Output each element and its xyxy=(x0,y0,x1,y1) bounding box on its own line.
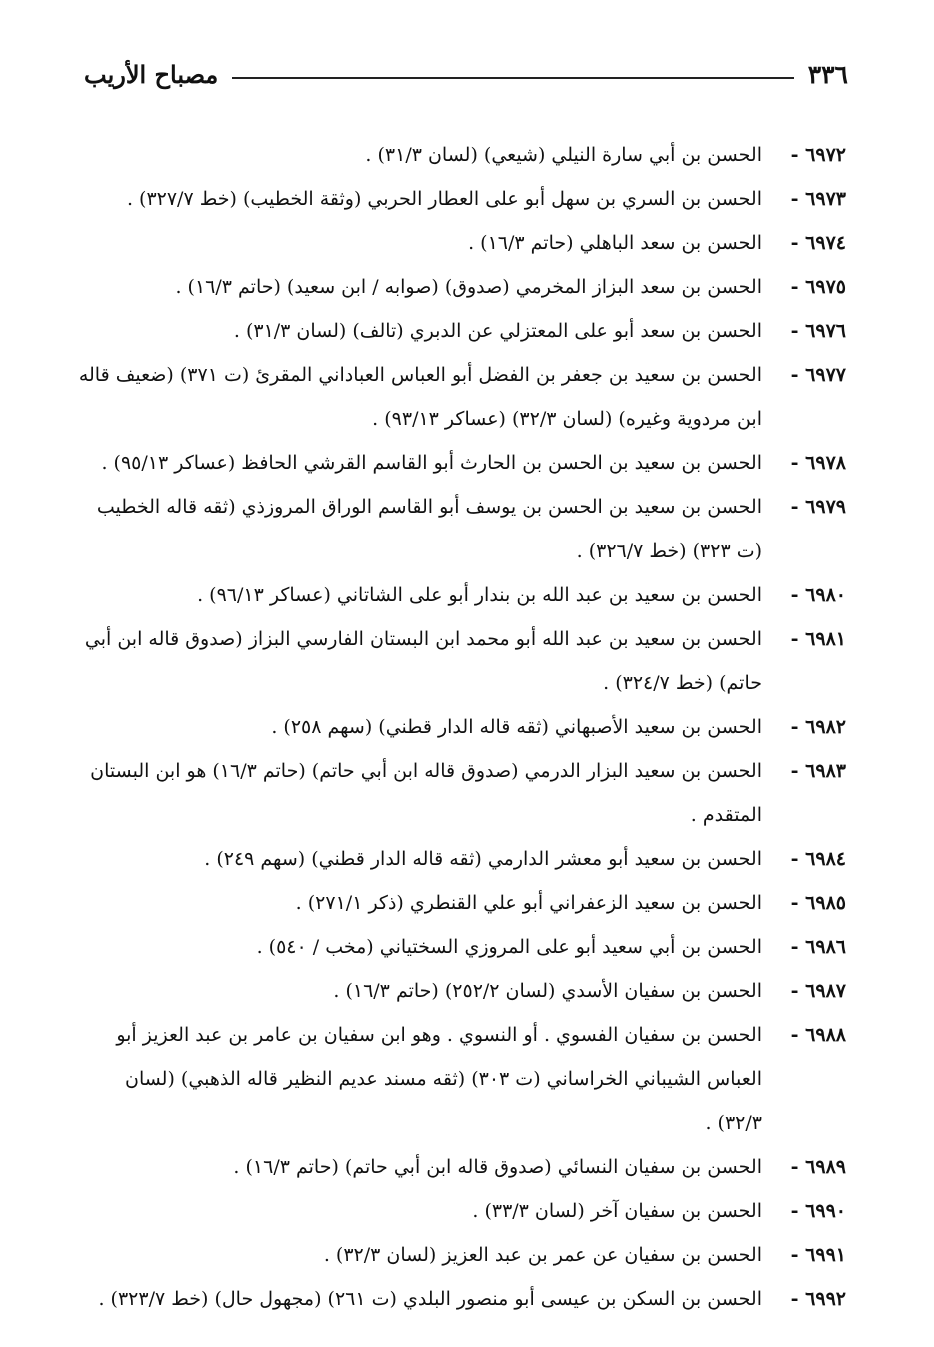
entry-text: الحسن بن سعيد البزار الدرمي (صدوق قاله ابن أبي حاتم) (حاتم ١٦/٣) هو ابن البستان المتقدم . xyxy=(90,760,762,826)
list-item xyxy=(78,1277,846,1321)
entry-text: الحسن بن سعيد الأصبهاني (ثقه قاله الدار قطني) (سهم ٢٥٨) . xyxy=(271,716,762,738)
list-item xyxy=(78,969,846,1013)
list-item xyxy=(78,1233,846,1277)
header-rule xyxy=(232,77,793,79)
entry-number: ٦٩٧٦ - xyxy=(790,320,846,342)
list-item xyxy=(78,177,846,221)
entry-text: الحسن بن السكن بن عيسى أبو منصور البلدي (ت ٢٦١) (مجهول حال) (خط ٣٢٣/٧) . xyxy=(98,1288,762,1310)
entry-number: ٦٩٨٩ - xyxy=(790,1156,846,1178)
entry-text: الحسن بن سعيد أبو معشر الدارمي (ثقه قاله الدار قطني) (سهم ٢٤٩) . xyxy=(204,848,762,870)
entry-text: الحسن بن سفيان الأسدي (لسان ٢٥٢/٢) (حاتم ١٦/٣) . xyxy=(333,980,762,1002)
entry-text: الحسن بن سفيان النسائي (صدوق قاله ابن أبي حاتم) (حاتم ١٦/٣) . xyxy=(233,1156,762,1178)
list-item xyxy=(78,353,846,441)
entry-text: الحسن بن سعيد بن عبد الله أبو محمد ابن البستان الفارسي البزاز (صدوق قاله ابن أبي حاتم) (خط ٣٢٤/٧) . xyxy=(84,628,762,694)
list-item xyxy=(78,485,846,573)
list-item xyxy=(78,309,846,353)
entry-text: الحسن بن سعيد بن الحسن بن الحارث أبو القاسم القرشي الحافظ (عساكر ٩٥/١٣) . xyxy=(101,452,762,474)
entry-number: ٦٩٨٢ - xyxy=(790,716,846,738)
running-title: مصباح الأريب xyxy=(84,59,219,89)
list-item xyxy=(78,1013,846,1145)
entry-number: ٦٩٧٢ - xyxy=(790,144,846,166)
entry-text: الحسن بن سعيد بن جعفر بن الفضل أبو العباس العباداني المقرئ (ت ٣٧١) (ضعيف قاله ابن مردوية وغيره) (لسان ٣٢/٣) (عساكر ٩٣/١٣) . xyxy=(78,364,762,430)
list-item xyxy=(78,837,846,881)
entry-number: ٦٩٨٤ - xyxy=(790,848,846,870)
entry-number: ٦٩٩١ - xyxy=(790,1244,846,1266)
entry-number: ٦٩٨٠ - xyxy=(790,584,846,606)
entry-text: الحسن بن سعيد بن عبد الله بن بندار أبو على الشاتاني (عساكر ٩٦/١٣) . xyxy=(197,584,762,606)
entry-text: الحسن بن سفيان الفسوي . أو النسوي . وهو ابن سفيان بن عامر بن عبد العزيز أبو العباس الشيباني الخراساني (ت ٣٠٣) (ثقه مسند عديم النظير قاله الذهبي) (لسان ٣٢/٣) . xyxy=(116,1024,762,1134)
entry-number: ٦٩٨٨ - xyxy=(790,1024,846,1046)
list-item xyxy=(78,133,846,177)
entry-number: ٦٩٧٥ - xyxy=(790,276,846,298)
list-item xyxy=(78,221,846,265)
entry-text: الحسن بن سعد البزاز المخرمي (صدوق) (صوابه / ابن سعيد) (حاتم ١٦/٣) . xyxy=(175,276,762,298)
list-item xyxy=(78,705,846,749)
entry-number: ٦٩٨٦ - xyxy=(790,936,846,958)
list-item xyxy=(78,1189,846,1233)
entry-list xyxy=(78,133,846,1321)
list-item xyxy=(78,617,846,705)
entry-number: ٦٩٧٧ - xyxy=(790,364,846,386)
entry-number: ٦٩٨١ - xyxy=(790,628,846,650)
entry-number: ٦٩٧٩ - xyxy=(790,496,846,518)
entry-number: ٦٩٨٥ - xyxy=(790,892,846,914)
list-item xyxy=(78,749,846,837)
entry-number: ٦٩٩٠ - xyxy=(790,1200,846,1222)
entry-text: الحسن بن سعد الباهلي (حاتم ١٦/٣) . xyxy=(468,232,762,254)
entry-text: الحسن بن سعيد الزعفراني أبو علي القنطري (ذكر ٢٧١/١) . xyxy=(295,892,762,914)
page-header xyxy=(84,56,848,92)
entry-text: الحسن بن السري بن سهل أبو على العطار الحربي (وثقة الخطيب) (خط ٣٢٧/٧) . xyxy=(126,188,762,210)
entry-number: ٦٩٧٨ - xyxy=(790,452,846,474)
list-item xyxy=(78,573,846,617)
entry-text: الحسن بن سفيان عن عمر بن عبد العزيز (لسان ٣٢/٣) . xyxy=(323,1244,762,1266)
entry-text: الحسن بن سعد أبو على المعتزلي عن الدبري (تالف) (لسان ٣١/٣) . xyxy=(233,320,762,342)
list-item xyxy=(78,441,846,485)
list-item xyxy=(78,265,846,309)
list-item xyxy=(78,881,846,925)
entry-number: ٦٩٧٣ - xyxy=(790,188,846,210)
list-item xyxy=(78,925,846,969)
entry-text: الحسن بن سعيد بن الحسن بن يوسف أبو القاسم الوراق المروزذي (ثقه قاله الخطيب (ت ٣٢٣) (خط ٣٢٦/٧) . xyxy=(96,496,762,562)
list-item xyxy=(78,1145,846,1189)
entry-text: الحسن بن أبي سعيد أبو على المروزي السختياني (مخب / ٥٤٠) . xyxy=(256,936,762,958)
entry-text: الحسن بن سفيان آخر (لسان ٣٣/٣) . xyxy=(472,1200,762,1222)
entry-number: ٦٩٩٢ - xyxy=(790,1288,846,1310)
entry-number: ٦٩٧٤ - xyxy=(790,232,846,254)
entry-number: ٦٩٨٧ - xyxy=(790,980,846,1002)
page-number: ٣٣٦ xyxy=(807,59,848,89)
entry-text: الحسن بن أبي سارة النيلي (شيعي) (لسان ٣١/٣) . xyxy=(365,144,762,166)
entry-number: ٦٩٨٣ - xyxy=(790,760,846,782)
